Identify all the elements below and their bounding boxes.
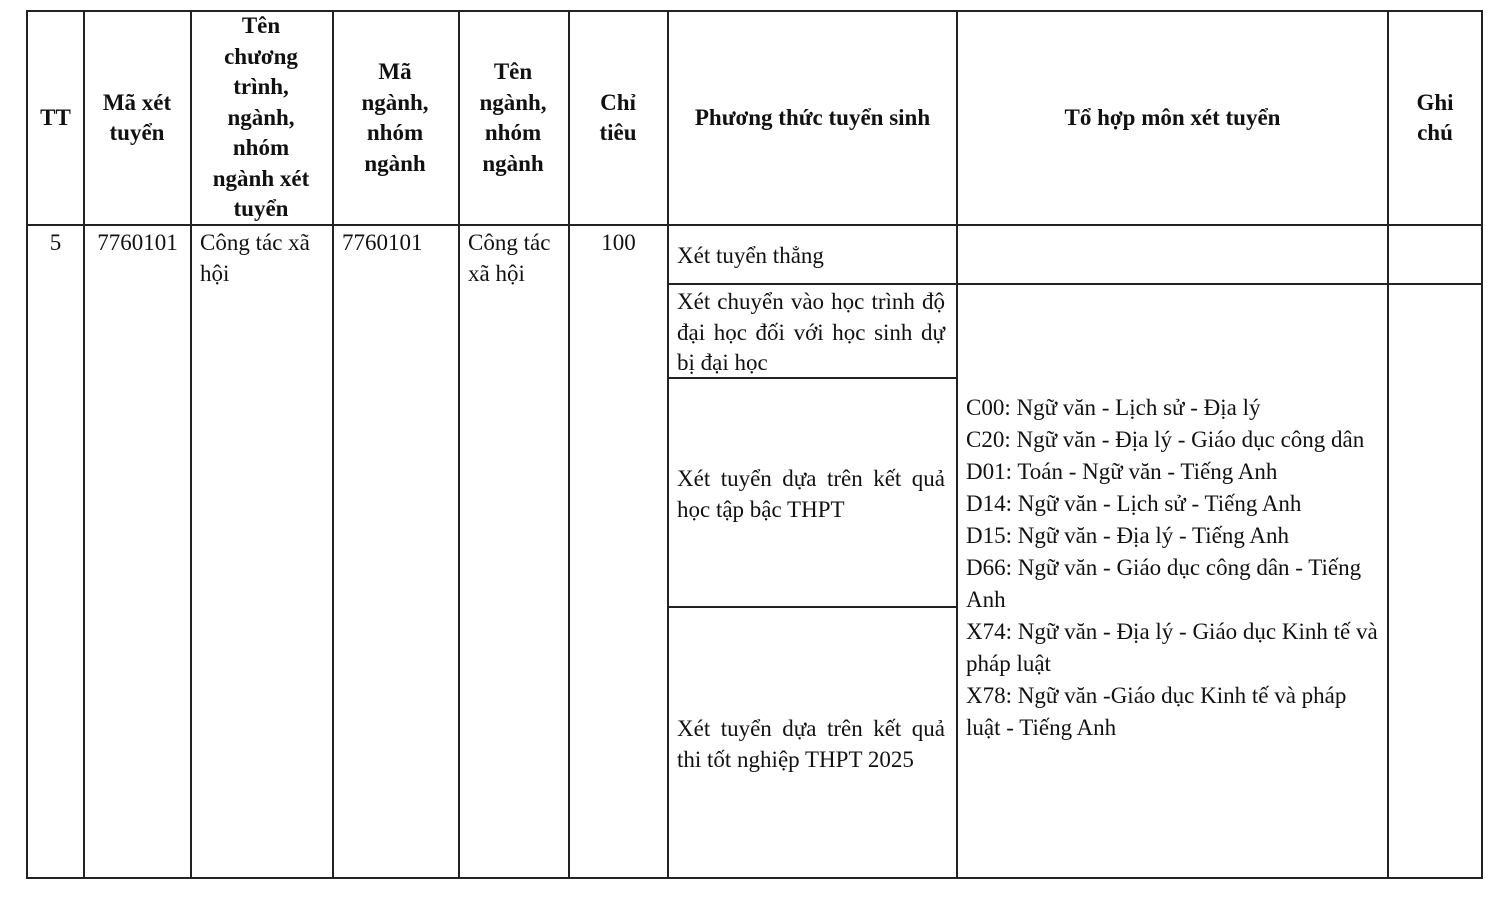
method-2-text: Xét chuyển vào học trình độ đại học đối với học sinh dự bị đại học <box>677 289 945 375</box>
method-3-text: Xét tuyển dựa trên kết quả học tập bậc THPT <box>677 466 945 522</box>
row-ten-chuong-trinh <box>200 228 325 289</box>
combination-c00: C00: Ngữ văn - Lịch sử - Địa lý <box>966 395 1261 420</box>
col-divider-3 <box>332 10 334 879</box>
combination-x74: X74: Ngữ văn - Địa lý - Giáo dục Kinh tế và pháp luật <box>966 619 1378 676</box>
combination-x78: X78: Ngữ văn -Giáo dục Kinh tế và pháp luật - Tiếng Anh <box>966 683 1347 740</box>
header-ten-nganh <box>472 12 554 224</box>
row-ghi-chu-2 <box>1389 285 1481 877</box>
header-ten-nganh-label: Tên ngành, nhóm ngành <box>479 59 547 176</box>
header-to-hop-label: Tổ hợp môn xét tuyển <box>1064 104 1281 130</box>
row-tt <box>28 228 83 259</box>
row-ma-xet-tuyen-value: 7760101 <box>97 230 178 255</box>
col-divider-5 <box>568 10 570 879</box>
method-1 <box>677 241 947 272</box>
header-phuong-thuc-label: Phương thức tuyển sinh <box>694 104 931 130</box>
table-border-right <box>1481 10 1483 879</box>
combination-d66: D66: Ngữ văn - Giáo dục công dân - Tiếng Anh <box>966 555 1362 612</box>
header-phuong-thuc <box>669 12 956 224</box>
method-2 <box>677 287 945 379</box>
header-ten-chuong-trinh <box>206 12 316 224</box>
col-divider-2 <box>190 10 192 879</box>
header-ghi-chu <box>1405 12 1465 224</box>
header-ma-xet-tuyen <box>102 12 172 224</box>
header-chi-tieu-label: Chỉ tiêu <box>599 89 637 145</box>
row-ghi-chu-1 <box>1389 226 1481 283</box>
header-tt <box>28 12 83 224</box>
row-ma-nganh <box>342 228 454 259</box>
method-4-text: Xét tuyển dựa trên kết quả thi tốt nghiệp THPT 2025 <box>677 716 945 772</box>
row-tt-value: 5 <box>49 230 62 255</box>
method-4 <box>677 714 945 775</box>
header-ma-xet-tuyen-label: Mã xét tuyển <box>102 89 172 145</box>
header-chi-tieu <box>590 12 646 224</box>
col-divider-4 <box>458 10 460 879</box>
combination-d14: D14: Ngữ văn - Lịch sử - Tiếng Anh <box>966 491 1302 516</box>
table-border-bottom <box>26 877 1482 879</box>
row-ma-xet-tuyen <box>85 228 190 259</box>
header-to-hop <box>958 12 1387 224</box>
row-chi-tieu-value: 100 <box>601 230 636 255</box>
header-ma-nganh <box>350 12 440 224</box>
header-ten-chuong-trinh-label: Tên chương trình, ngành, nhóm ngành xét tuyển <box>212 13 310 222</box>
method-divider-1 <box>667 283 1482 285</box>
col-divider-1 <box>83 10 85 879</box>
row-ten-nganh-value: Công tác xã hội <box>468 230 551 286</box>
method-1-text: Xét tuyển thẳng <box>677 243 824 268</box>
header-ma-nganh-label: Mã ngành, nhóm ngành <box>361 59 429 176</box>
method-3 <box>677 464 945 525</box>
header-tt-label: TT <box>40 104 71 130</box>
combinations-list <box>966 392 1381 744</box>
combination-d01: D01: Toán - Ngữ văn - Tiếng Anh <box>966 459 1278 484</box>
row-ten-chuong-trinh-value: Công tác xã hội <box>200 230 310 286</box>
combination-d15: D15: Ngữ văn - Địa lý - Tiếng Anh <box>966 523 1289 548</box>
combination-c20: C20: Ngữ văn - Địa lý - Giáo dục công dân <box>966 427 1365 452</box>
header-ghi-chu-label: Ghi chú <box>1416 89 1454 145</box>
row-ten-nganh <box>468 228 560 289</box>
method-divider-3 <box>667 606 956 608</box>
row-ma-nganh-value: 7760101 <box>342 230 423 255</box>
row-chi-tieu <box>570 228 667 259</box>
